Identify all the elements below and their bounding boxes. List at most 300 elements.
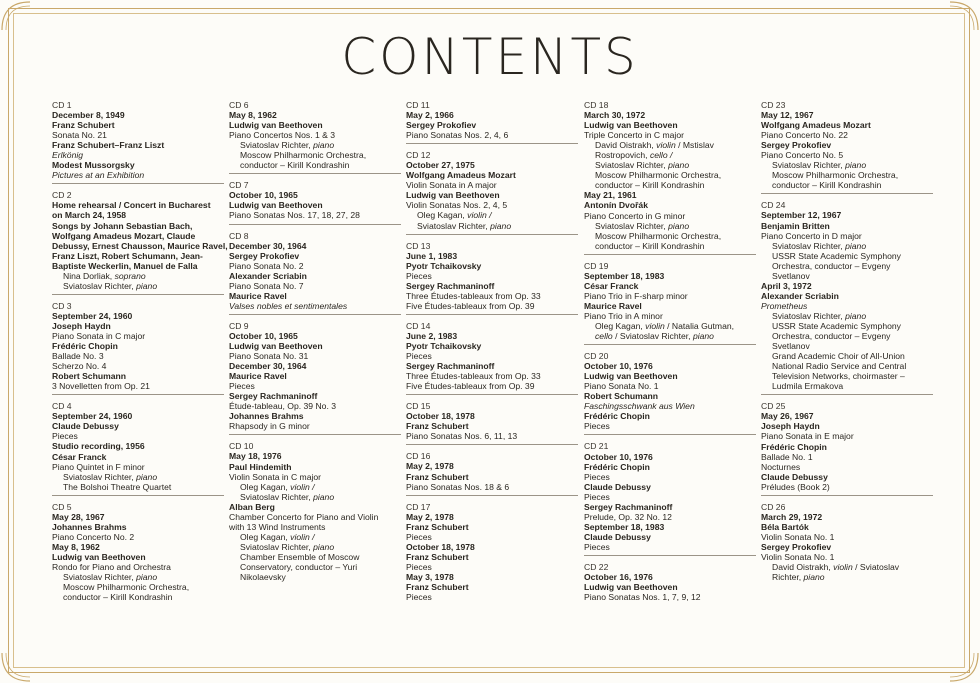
work-line: [584, 211, 756, 221]
line-text: Sergey Prokofiev: [229, 250, 300, 261]
performer-line: [229, 492, 401, 502]
line-text: May 8, 1962: [229, 110, 277, 121]
work-line: [761, 452, 933, 462]
cd-number: CD 23: [761, 100, 786, 110]
line-text: Five Études-tableaux from Op. 39: [406, 381, 535, 392]
line-text: December 8, 1949: [52, 110, 125, 121]
line-text: Sviatoslav Richter,: [63, 572, 137, 583]
line-text: Pyotr Tchaikovsky: [406, 340, 482, 351]
line-text: Franz Schubert: [52, 120, 115, 131]
performer-line: [229, 572, 401, 582]
entry-heading: [52, 251, 224, 261]
entry-heading: [584, 361, 756, 371]
entry-heading: [229, 200, 401, 210]
line-text: Sviatoslav Richter,: [417, 220, 491, 231]
cd-entry: [406, 100, 578, 144]
line-text: Maurice Ravel: [229, 290, 287, 301]
performer-line: [584, 331, 756, 341]
line-text: Piano Sonatas Nos. 1, 7, 9, 12: [584, 592, 701, 603]
line-text: Moscow Philharmonic Orchestra,: [63, 582, 190, 593]
column-1: [52, 100, 228, 611]
line-text: Wolfgang Amadeus Mozart: [761, 120, 871, 131]
entry-heading: [406, 361, 578, 371]
entry-heading: [584, 572, 756, 582]
line-text: Ludwig van Beethoven: [406, 190, 500, 201]
line-text: Claude Debussy: [584, 481, 651, 492]
line-text: César Franck: [584, 280, 639, 291]
entry-heading: [761, 512, 933, 522]
work-line: [406, 130, 578, 140]
instrument: piano: [313, 140, 335, 151]
entry-heading: [406, 472, 578, 482]
line-text: Johannes Brahms: [229, 411, 304, 422]
entry-heading: [229, 271, 401, 281]
line-text: Moscow Philharmonic Orchestra,: [240, 150, 367, 161]
entry-heading: [761, 472, 933, 482]
performer-line: [584, 321, 756, 331]
performer-line: [761, 241, 933, 251]
cd-number: CD 21: [584, 441, 609, 452]
line-text: March 30, 1972: [584, 110, 646, 121]
line-text: May 18, 1976: [229, 451, 282, 462]
cd-entry: [229, 231, 401, 315]
line-text: Sergey Prokofiev: [761, 140, 832, 151]
performer-line: [761, 381, 933, 391]
work-line: [52, 130, 224, 140]
work-line: [52, 381, 224, 391]
line-text: Ludwig van Beethoven: [584, 582, 678, 593]
line-text: Piano Concerto in D major: [761, 230, 862, 241]
work-line: [229, 210, 401, 220]
entry-heading: [406, 120, 578, 130]
line-text: Violin Sonata No. 1: [761, 531, 835, 542]
work-line: [406, 482, 578, 492]
line-text: Pieces: [406, 561, 432, 572]
cd-entry: [761, 200, 933, 395]
line-text: Pieces: [229, 381, 255, 392]
work-line: [52, 532, 224, 542]
line-text: David Oistrakh,: [595, 140, 657, 151]
entry-heading: [761, 210, 933, 220]
instrument: piano: [803, 572, 825, 583]
entry-heading: [52, 411, 224, 421]
line-text: Piano Trio in F-sharp minor: [584, 290, 688, 301]
work-line: [52, 462, 224, 472]
work-line: [584, 512, 756, 522]
work-line: [406, 562, 578, 572]
column-3: [406, 100, 578, 611]
work-line: [761, 301, 933, 311]
line-text: Piano Sonatas Nos. 17, 18, 27, 28: [229, 210, 360, 221]
cd-entry: [52, 401, 224, 495]
entry-heading: [52, 231, 224, 241]
entry-heading: [52, 160, 224, 170]
work-line: [229, 261, 401, 271]
line-text: Piano Sonatas Nos. 2, 4, 6: [406, 130, 509, 141]
line-text: Oleg Kagan,: [240, 481, 291, 492]
work-line: [52, 331, 224, 341]
cd-number: CD 17: [406, 501, 431, 512]
entry-heading: [584, 452, 756, 462]
line-text: Piano Concertos Nos. 1 & 3: [229, 130, 336, 141]
entry-heading: [52, 321, 224, 331]
performer-line: [52, 482, 224, 492]
work-line: [52, 431, 224, 441]
performer-line: [406, 210, 578, 220]
line-text: Debussy, Ernest Chausson, Maurice Ravel,: [52, 240, 228, 251]
line-text: Piano Sonata in C major: [52, 330, 146, 341]
performer-line: [761, 321, 933, 331]
entry-heading: [229, 451, 401, 461]
line-text: Grand Academic Choir of All-Union: [772, 351, 905, 362]
entry-heading: [406, 582, 578, 592]
line-text: Piano Sonata in E major: [761, 431, 854, 442]
work-line: [761, 552, 933, 562]
work-line: [229, 381, 401, 391]
work-line: [761, 462, 933, 472]
entry-heading: [406, 160, 578, 170]
performer-line: [52, 582, 224, 592]
cd-number: CD 2: [52, 190, 72, 201]
work-line: [761, 150, 933, 160]
entry-heading: [229, 241, 401, 251]
line-text: Sergey Rachmaninoff: [584, 501, 673, 512]
line-text: Ludwig van Beethoven: [584, 120, 678, 131]
line-text: Sergey Rachmaninoff: [406, 280, 495, 291]
line-text: Sergey Rachmaninoff: [229, 391, 318, 402]
line-text: Frédéric Chopin: [52, 341, 118, 352]
cd-number: CD 22: [584, 561, 609, 572]
work-line: [761, 482, 933, 492]
entry-heading: [761, 281, 933, 291]
entry-heading: [229, 341, 401, 351]
line-text: Maurice Ravel: [229, 371, 287, 382]
column-4: [584, 100, 756, 611]
work-line: [406, 291, 578, 301]
entry-heading: [406, 190, 578, 200]
line-text: Oleg Kagan,: [240, 531, 291, 542]
line-text: Orchestra, conductor – Evgeny: [772, 331, 891, 342]
line-text: Richter,: [772, 572, 804, 583]
line-text: Sergey Prokofiev: [761, 541, 832, 552]
work-line: [229, 522, 401, 532]
performer-line: [761, 331, 933, 341]
entry-heading: [406, 552, 578, 562]
entry-heading: [52, 552, 224, 562]
work-line: [584, 421, 756, 431]
line-text: Piano Sonatas Nos. 18 & 6: [406, 481, 510, 492]
line-text: Scherzo No. 4: [52, 361, 107, 372]
line-text: Svetlanov: [772, 270, 810, 281]
line-text: June 2, 1983: [406, 330, 458, 341]
line-text: Sviatoslav Richter,: [772, 160, 846, 171]
line-text: October 27, 1975: [406, 160, 475, 171]
line-text: Piano Concerto No. 5: [761, 150, 844, 161]
line-text-cont: / Sviatoslav Richter,: [612, 331, 693, 342]
line-text: Alexander Scriabin: [761, 290, 839, 301]
line-text: Benjamin Britten: [761, 220, 830, 231]
cd-entry: [52, 190, 228, 294]
performer-line: [761, 341, 933, 351]
line-text: conductor – Kirill Kondrashin: [63, 592, 173, 603]
line-text: Claude Debussy: [761, 471, 828, 482]
work-line: [584, 130, 756, 140]
line-text: Three Études-tableaux from Op. 33: [406, 371, 541, 382]
line-text: Ludwig van Beethoven: [229, 200, 323, 211]
entry-heading: [584, 110, 756, 120]
line-text: USSR State Academic Symphony: [772, 250, 901, 261]
line-text: March 29, 1972: [761, 511, 823, 522]
instrument: cello /: [649, 150, 673, 161]
line-text: Franz Schubert: [406, 471, 469, 482]
entry-heading: [406, 110, 578, 120]
line-text: Sviatoslav Richter,: [63, 280, 137, 291]
cd-entry: [584, 261, 756, 345]
work-line: [406, 381, 578, 391]
line-text: September 18, 1983: [584, 270, 665, 281]
instrument: piano: [845, 310, 867, 321]
work-line: [584, 401, 756, 411]
cd-entry: [584, 100, 756, 255]
line-text: May 3, 1978: [406, 571, 454, 582]
performer-line: [761, 180, 933, 190]
line-text: USSR State Academic Symphony: [772, 320, 901, 331]
line-text: Pieces: [52, 431, 78, 442]
line-text: Sviatoslav Richter,: [63, 471, 137, 482]
line-text: Chamber Ensemble of Moscow: [240, 551, 360, 562]
line-text: Violin Sonata in A major: [406, 180, 497, 191]
line-text: Piano Concerto No. 2: [52, 531, 135, 542]
cd-number: CD 1: [52, 100, 72, 110]
line-text: Alexander Scriabin: [229, 270, 307, 281]
line-text: on March 24, 1958: [52, 210, 127, 221]
instrument: violin /: [290, 531, 315, 542]
work-line: [52, 150, 224, 160]
entry-heading: [52, 522, 224, 532]
cd-number: CD 24: [761, 200, 786, 211]
entry-heading: [406, 542, 578, 552]
work-line: [229, 421, 401, 431]
line-text: September 12, 1967: [761, 210, 842, 221]
line-text: May 2, 1978: [406, 511, 454, 522]
work-line: [52, 351, 224, 361]
line-text: Piano Quintet in F minor: [52, 461, 145, 472]
line-text: Three Études-tableaux from Op. 33: [406, 290, 541, 301]
cd-entry: [52, 301, 224, 395]
line-text: David Oistrakh,: [772, 562, 834, 573]
entry-heading: [52, 140, 224, 150]
performer-line: [52, 472, 224, 482]
instrument: soprano: [114, 270, 146, 281]
line-text: Ludwig van Beethoven: [229, 120, 323, 131]
line-text: Pyotr Tchaikovsky: [406, 260, 482, 271]
line-text: Valses nobles et sentimentales: [229, 300, 348, 311]
line-text: Piano Sonatas Nos. 6, 11, 13: [406, 431, 518, 442]
line-text: Svetlanov: [772, 341, 810, 352]
instrument: piano: [136, 572, 158, 583]
line-text: Triple Concerto in C major: [584, 130, 684, 141]
entry-heading: [761, 291, 933, 301]
performer-line: [584, 140, 756, 150]
line-text: conductor – Kirill Kondrashin: [595, 180, 705, 191]
line-text: Nocturnes: [761, 461, 801, 472]
entry-heading: [406, 522, 578, 532]
work-line: [584, 592, 756, 602]
line-text: Robert Schumann: [584, 391, 659, 402]
line-text: Violin Sonata No. 1: [761, 551, 835, 562]
performer-line: [761, 351, 933, 361]
line-text: Pieces: [584, 491, 610, 502]
line-text: Rhapsody in G minor: [229, 421, 310, 432]
entry-heading: [584, 301, 756, 311]
entry-heading: [406, 421, 578, 431]
cd-number: CD 16: [406, 451, 431, 462]
cd-number: CD 9: [229, 320, 249, 331]
entry-heading: [761, 542, 933, 552]
performer-line: [761, 562, 933, 572]
line-text: Piano Trio in A minor: [584, 310, 663, 321]
line-text: Pictures at an Exhibition: [52, 170, 145, 181]
instrument: violin: [656, 140, 676, 151]
performer-line: [584, 180, 756, 190]
work-line: [584, 381, 756, 391]
line-text: October 18, 1978: [406, 411, 475, 422]
line-text: Nina Dorliak,: [63, 270, 115, 281]
line-text: Rondo for Piano and Orchestra: [52, 561, 171, 572]
work-line: [229, 512, 401, 522]
line-text: Pieces: [406, 531, 432, 542]
entry-heading: [584, 190, 756, 200]
work-line: [406, 180, 578, 190]
entry-heading: [229, 251, 401, 261]
work-line: [761, 231, 933, 241]
line-text: Sviatoslav Richter,: [595, 220, 669, 231]
page-title: CONTENTS: [341, 28, 639, 86]
line-text: September 24, 1960: [52, 411, 133, 422]
entry-heading: [406, 331, 578, 341]
entry-heading: [52, 200, 224, 210]
instrument: piano: [668, 220, 690, 231]
performer-line: [761, 271, 933, 281]
cd-entry: [229, 100, 401, 174]
performer-line: [761, 170, 933, 180]
performer-line: [761, 572, 933, 582]
line-text: Sviatoslav Richter,: [240, 541, 314, 552]
ornament-corner-icon: [946, 649, 980, 683]
line-text: Pieces: [406, 592, 432, 603]
line-text: Studio recording, 1956: [52, 441, 145, 452]
performer-line: [584, 221, 756, 231]
line-text: Piano Concerto No. 22: [761, 130, 848, 141]
line-text: Franz Schubert: [406, 551, 469, 562]
entry-heading: [52, 120, 224, 130]
line-text: December 30, 1964: [229, 240, 307, 251]
performer-line: [52, 271, 224, 281]
instrument: piano: [668, 160, 690, 171]
line-text: 3 Novelletten from Op. 21: [52, 381, 150, 392]
line-text: October 18, 1978: [406, 541, 475, 552]
line-text: Antonín Dvořák: [584, 200, 648, 211]
line-text: Franz Liszt, Robert Schumann, Jean-: [52, 250, 203, 261]
line-text: May 8, 1962: [52, 541, 100, 552]
entry-heading: [52, 221, 224, 231]
line-text: Sviatoslav Richter,: [595, 160, 669, 171]
line-text: Conservatory, conductor – Yuri: [240, 561, 358, 572]
entry-heading: [584, 582, 756, 592]
line-text: Ludwig van Beethoven: [229, 340, 323, 351]
entry-heading: [229, 411, 401, 421]
line-text: Rostropovich,: [595, 150, 650, 161]
line-text: Home rehearsal / Concert in Bucharest: [52, 200, 211, 211]
line-text: Ludmila Ermakova: [772, 381, 844, 392]
line-text: Piano Sonata No. 2: [229, 260, 304, 271]
line-text: Robert Schumann: [52, 371, 127, 382]
cd-number: CD 6: [229, 100, 249, 110]
entry-heading: [406, 170, 578, 180]
line-text: Sergey Rachmaninoff: [406, 361, 495, 372]
line-text: Orchestra, conductor – Evgeny: [772, 260, 891, 271]
cd-entry: [584, 351, 756, 435]
line-text: with 13 Wind Instruments: [229, 521, 326, 532]
line-text: Erlkönig: [52, 150, 84, 161]
cd-number: CD 4: [52, 401, 72, 412]
cd-number: CD 15: [406, 401, 431, 412]
work-line: [229, 401, 401, 411]
cd-number: CD 18: [584, 100, 609, 110]
line-text: Claude Debussy: [584, 531, 651, 542]
work-line: [229, 351, 401, 361]
performer-line: [229, 552, 401, 562]
work-line: [584, 492, 756, 502]
cd-entry: [761, 502, 933, 585]
performer-line: [406, 221, 578, 231]
performer-line: [52, 281, 224, 291]
entry-heading: [406, 411, 578, 421]
entry-heading: [52, 441, 224, 451]
entry-heading: [229, 391, 401, 401]
instrument: piano: [313, 491, 335, 502]
work-line: [406, 351, 578, 361]
entry-heading: [761, 140, 933, 150]
entry-heading: [229, 502, 401, 512]
line-text: Television Networks, choirmaster –: [772, 371, 905, 382]
performer-line: [761, 311, 933, 321]
entry-heading: [584, 271, 756, 281]
line-text: Moscow Philharmonic Orchestra,: [595, 230, 722, 241]
line-text: conductor – Kirill Kondrashin: [240, 160, 350, 171]
line-text: May 2, 1966: [406, 110, 454, 121]
line-text: Franz Schubert–Franz Liszt: [52, 140, 165, 151]
line-text: Prometheus: [761, 300, 808, 311]
performer-line: [229, 562, 401, 572]
entry-heading: [584, 411, 756, 421]
cd-entry: [52, 502, 224, 605]
cd-number: CD 25: [761, 401, 786, 412]
work-line: [406, 200, 578, 210]
performer-line: [761, 261, 933, 271]
entry-heading: [52, 110, 224, 120]
work-line: [229, 281, 401, 291]
line-text: Piano Sonata No. 7: [229, 280, 304, 291]
entry-heading: [52, 210, 224, 220]
entry-heading: [52, 421, 224, 431]
work-line: [584, 542, 756, 552]
entry-heading: [761, 110, 933, 120]
cd-number: CD 3: [52, 300, 72, 311]
entry-heading: [406, 461, 578, 471]
entry-heading: [229, 361, 401, 371]
line-text: Ludwig van Beethoven: [584, 371, 678, 382]
